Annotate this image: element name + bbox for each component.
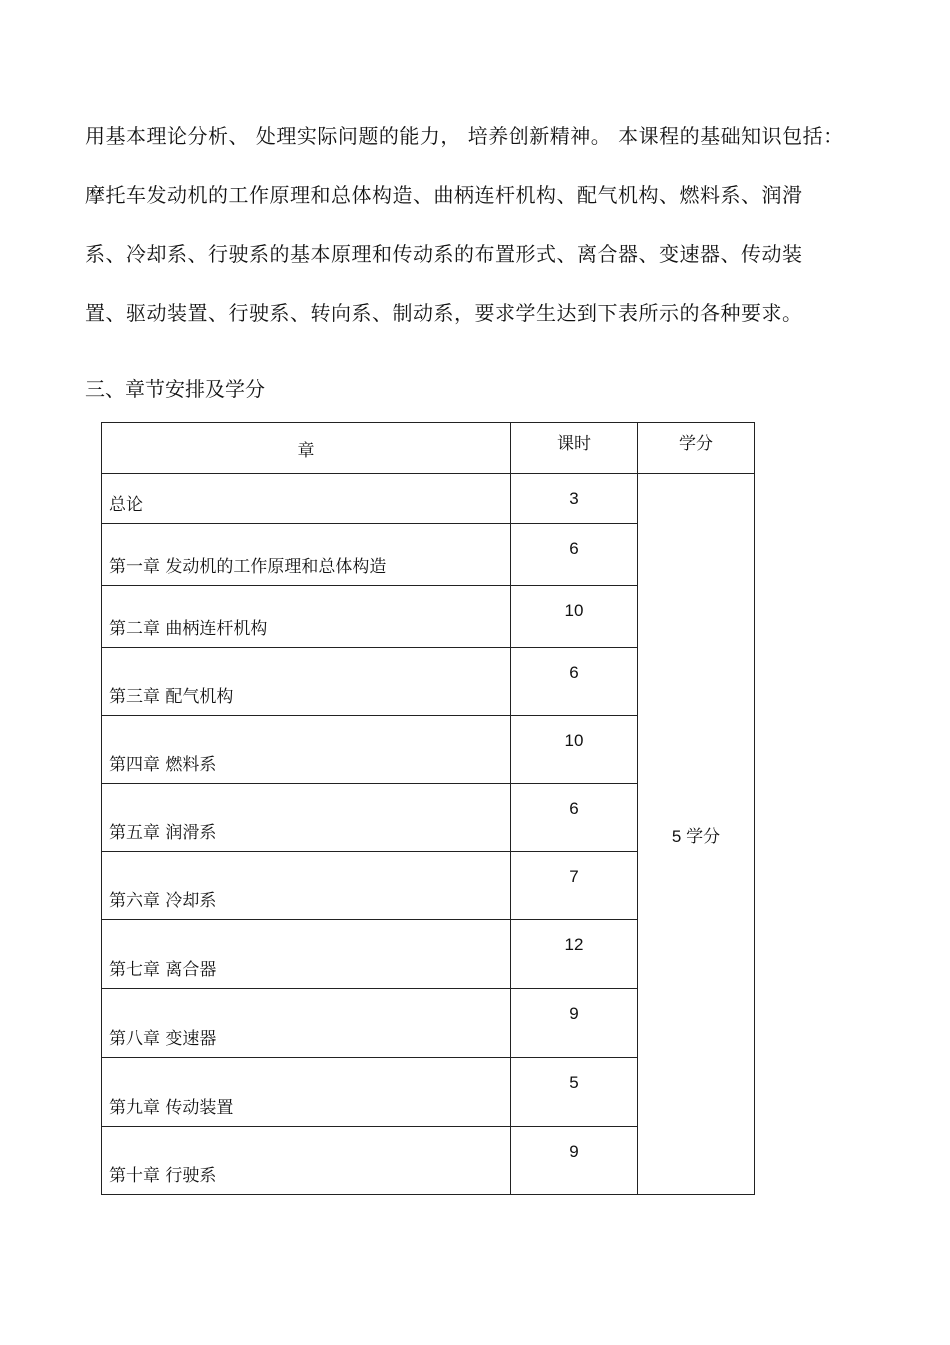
chapter-cell: 第六章 冷却系 bbox=[102, 852, 511, 920]
chapter-cell: 第二章 曲柄连杆机构 bbox=[102, 586, 511, 648]
paragraph-line-2: 摩托车发动机的工作原理和总体构造、曲柄连杆机构、配气机构、燃料系、润滑 bbox=[85, 183, 803, 207]
paragraph-line-4: 置、驱动装置、行驶系、转向系、制动系，要求学生达到下表所示的各种要求。 bbox=[85, 301, 803, 325]
hours-cell: 7 bbox=[511, 852, 638, 920]
hours-cell: 6 bbox=[511, 524, 638, 586]
hours-cell: 6 bbox=[511, 648, 638, 716]
chapter-cell: 第四章 燃料系 bbox=[102, 716, 511, 784]
chapter-cell: 第七章 离合器 bbox=[102, 920, 511, 989]
chapter-cell: 总论 bbox=[102, 474, 511, 524]
table-row bbox=[102, 474, 755, 524]
hours-cell: 10 bbox=[511, 716, 638, 784]
chapter-schedule-table bbox=[101, 422, 755, 1195]
credit-cell bbox=[638, 474, 755, 1195]
chapter-cell: 第五章 润滑系 bbox=[102, 784, 511, 852]
hours-cell: 6 bbox=[511, 784, 638, 852]
hours-cell: 5 bbox=[511, 1058, 638, 1127]
chapter-cell: 第八章 变速器 bbox=[102, 989, 511, 1058]
section-heading: 三、章节安排及学分 bbox=[85, 377, 265, 401]
chapter-cell: 第三章 配气机构 bbox=[102, 648, 511, 716]
hours-cell: 12 bbox=[511, 920, 638, 989]
chapter-cell: 第一章 发动机的工作原理和总体构造 bbox=[102, 524, 511, 586]
hours-cell: 9 bbox=[511, 1127, 638, 1195]
paragraph-line-3: 系、冷却系、行驶系的基本原理和传动系的布置形式、离合器、变速器、传动装 bbox=[85, 242, 803, 266]
header-hours: 课时 bbox=[511, 423, 638, 474]
paragraph-line-1: 用基本理论分析、 处理实际问题的能力， 培养创新精神。 本课程的基础知识包括： bbox=[85, 124, 844, 148]
hours-cell: 9 bbox=[511, 989, 638, 1058]
header-chapter: 章 bbox=[102, 423, 511, 474]
chapter-cell: 第十章 行驶系 bbox=[102, 1127, 511, 1195]
hours-cell: 3 bbox=[511, 474, 638, 524]
table-header-row bbox=[102, 423, 755, 474]
hours-cell: 10 bbox=[511, 586, 638, 648]
credit-value: 5 学分 bbox=[671, 826, 721, 846]
chapter-cell: 第九章 传动装置 bbox=[102, 1058, 511, 1127]
header-credit: 学分 bbox=[638, 423, 755, 474]
